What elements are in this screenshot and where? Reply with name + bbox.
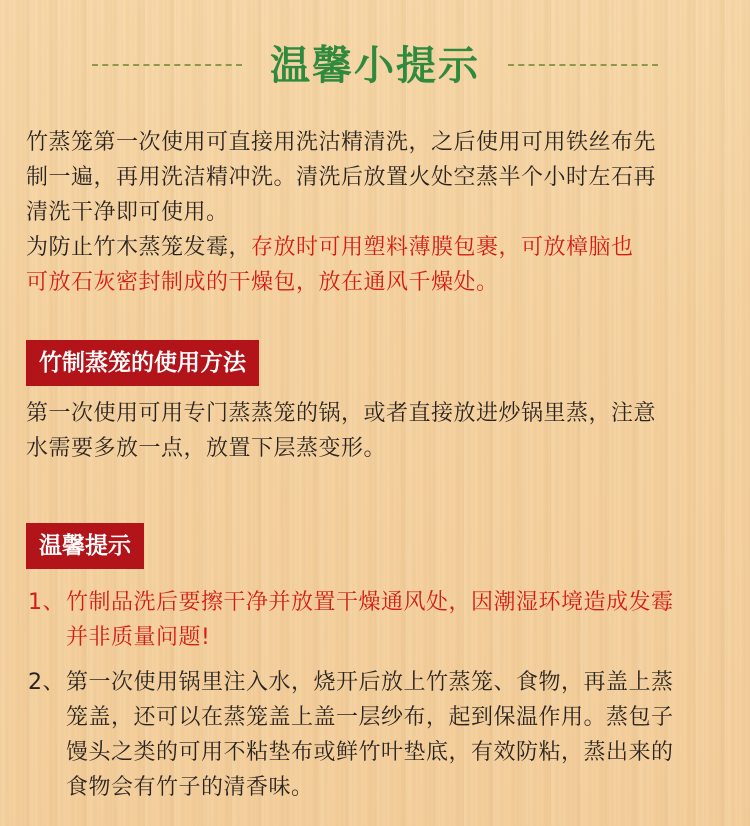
intro-paragraph [26, 125, 731, 300]
tip-item-2-line-4: 食物会有竹子的清香味。 [66, 775, 314, 800]
usage-line-1: 第一次使用可用专门蒸蒸笼的锅，或者直接放进炒锅里蒸，注意 [26, 401, 657, 426]
tip-item-1-line-1: 竹制品洗后要擦干净并放置干燥通风处，因潮湿环境造成发霉 [66, 590, 674, 615]
tip-item-1-number: 1、 [28, 590, 65, 615]
intro-line-5-highlight: 可放石灰密封制成的干燥包，放在通风千燥处。 [26, 270, 499, 295]
tip-item-2-line-2: 笼盖，还可以在蒸笼盖上盖一层纱布，起到保温作用。蒸包子 [66, 705, 674, 730]
tip-item-2 [28, 665, 740, 805]
title-divider-right [508, 64, 658, 66]
tip-item-2-line-3: 馒头之类的可用不粘垫布或鲜竹叶垫底，有效防粘，蒸出来的 [66, 740, 674, 765]
tip-item-2-number: 2、 [28, 670, 65, 695]
intro-line-4-plain: 为防止竹木蒸笼发霉， [26, 235, 252, 260]
tips-label: 温馨提示 [26, 523, 144, 569]
intro-line-4 [26, 230, 731, 265]
tip-item-2-line-1: 第一次使用锅里注入水，烧开后放上竹蒸笼、食物，再盖上蒸 [66, 670, 674, 695]
tip-item-1-line-2: 并非质量问题! [66, 625, 211, 650]
tip-item-2-text [66, 665, 740, 805]
intro-line-2: 制一遍，再用洗洁精冲洗。清洗后放置火处空蒸半个小时左石再 [26, 165, 657, 190]
usage-line-2: 水需要多放一点，放置下层蒸变形。 [26, 436, 387, 461]
usage-label: 竹制蒸笼的使用方法 [26, 340, 259, 386]
tip-item-1-text [66, 585, 740, 655]
intro-line-4-highlight: 存放时可用塑料薄膜包裹，可放樟脑也 [251, 235, 634, 260]
usage-paragraph [26, 396, 731, 466]
tip-item-1 [28, 585, 740, 655]
intro-line-1: 竹蒸笼第一次使用可直接用洗沽精清洗，之后使用可用铁丝布先 [26, 130, 657, 155]
page-title: 温馨小提示 [270, 42, 480, 89]
intro-line-3: 清洗干净即可使用。 [26, 200, 229, 225]
title-section [0, 34, 750, 98]
